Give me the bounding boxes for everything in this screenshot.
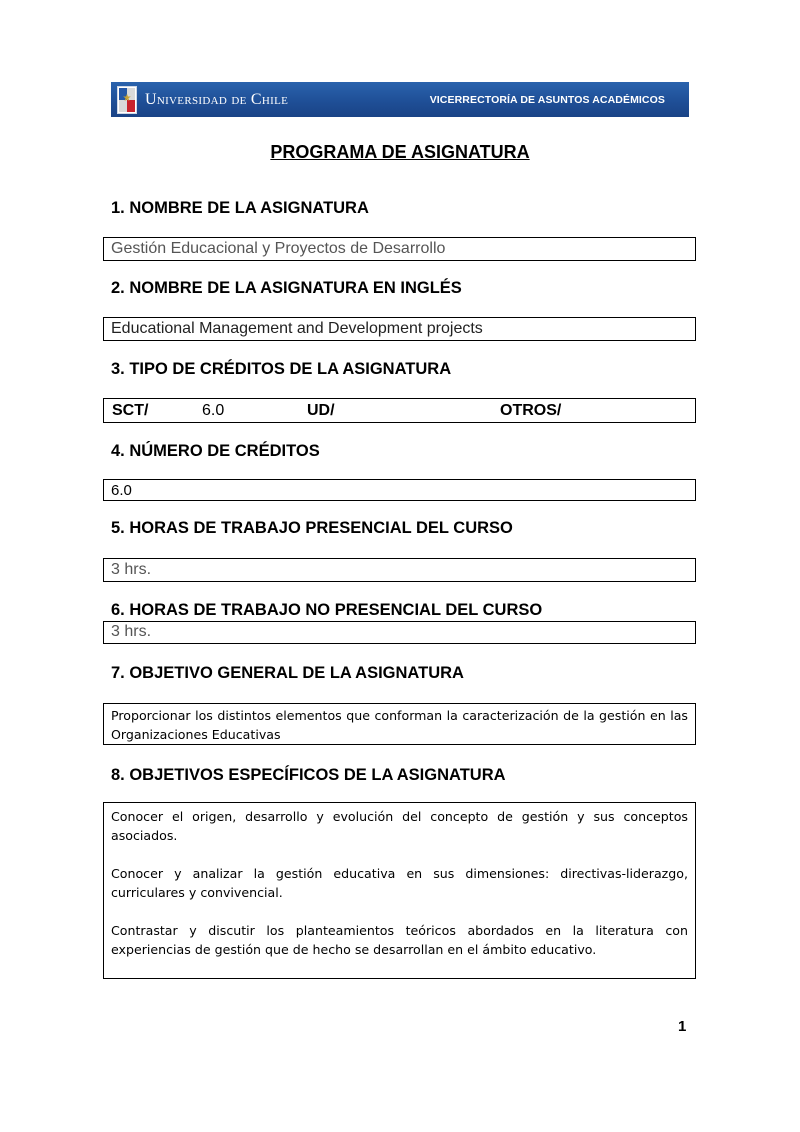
specific-objectives-field bbox=[103, 802, 696, 979]
section-3-heading: 3. TIPO DE CRÉDITOS DE LA ASIGNATURA bbox=[111, 360, 452, 378]
page-title: PROGRAMA DE ASIGNATURA bbox=[270, 142, 530, 162]
sct-label: SCT/ bbox=[112, 402, 149, 419]
specific-objective-item: Contrastar y discutir los planteamientos teóricos abordados en la literatura con experiencias de gestión que de hecho se desarrollan en el ámbito educativo. bbox=[111, 923, 688, 957]
presential-hours-field: 3 hrs. bbox=[103, 558, 696, 582]
vicerrectoria-label: VICERRECTORÍA DE ASUNTOS ACADÉMICOS bbox=[429, 93, 665, 106]
page-number: 1 bbox=[678, 1018, 687, 1035]
ud-label: UD/ bbox=[307, 402, 335, 419]
section-2-heading: 2. NOMBRE DE LA ASIGNATURA EN INGLÉS bbox=[111, 279, 462, 297]
otros-label: OTROS/ bbox=[500, 402, 562, 419]
section-8-heading: 8. OBJETIVOS ESPECÍFICOS DE LA ASIGNATURA bbox=[111, 766, 506, 784]
specific-objective-item: Conocer el origen, desarrollo y evolución del concepto de gestión y sus conceptos asociados. bbox=[111, 809, 688, 843]
sct-value: 6.0 bbox=[202, 402, 225, 419]
general-objective-text: Proporcionar los distintos elementos que conforman la caracterización de la gestión en las Organizaciones Educativas bbox=[111, 708, 688, 742]
specific-objective-item: Conocer y analizar la gestión educativa en sus dimensiones: directivas-liderazgo, curriculares y convivencial. bbox=[111, 866, 688, 900]
general-objective-field bbox=[103, 703, 696, 745]
course-name-english-field: Educational Management and Development projects bbox=[103, 317, 696, 341]
university-crest-icon: ★ bbox=[117, 86, 137, 114]
non-presential-hours-field: 3 hrs. bbox=[103, 621, 696, 644]
credit-type-field bbox=[103, 398, 696, 423]
section-5-heading: 5. HORAS DE TRABAJO PRESENCIAL DEL CURSO bbox=[111, 519, 513, 537]
credits-number-field: 6.0 bbox=[103, 479, 696, 501]
section-6-heading: 6. HORAS DE TRABAJO NO PRESENCIAL DEL CURSO bbox=[111, 601, 543, 619]
section-4-heading: 4. NÚMERO DE CRÉDITOS bbox=[111, 442, 320, 460]
course-name-field: Gestión Educacional y Proyectos de Desarrollo bbox=[103, 237, 696, 261]
header-banner bbox=[111, 82, 689, 117]
university-name: Universidad de Chile bbox=[145, 90, 289, 108]
section-7-heading: 7. OBJETIVO GENERAL DE LA ASIGNATURA bbox=[111, 664, 464, 682]
section-1-heading: 1. NOMBRE DE LA ASIGNATURA bbox=[111, 199, 369, 217]
